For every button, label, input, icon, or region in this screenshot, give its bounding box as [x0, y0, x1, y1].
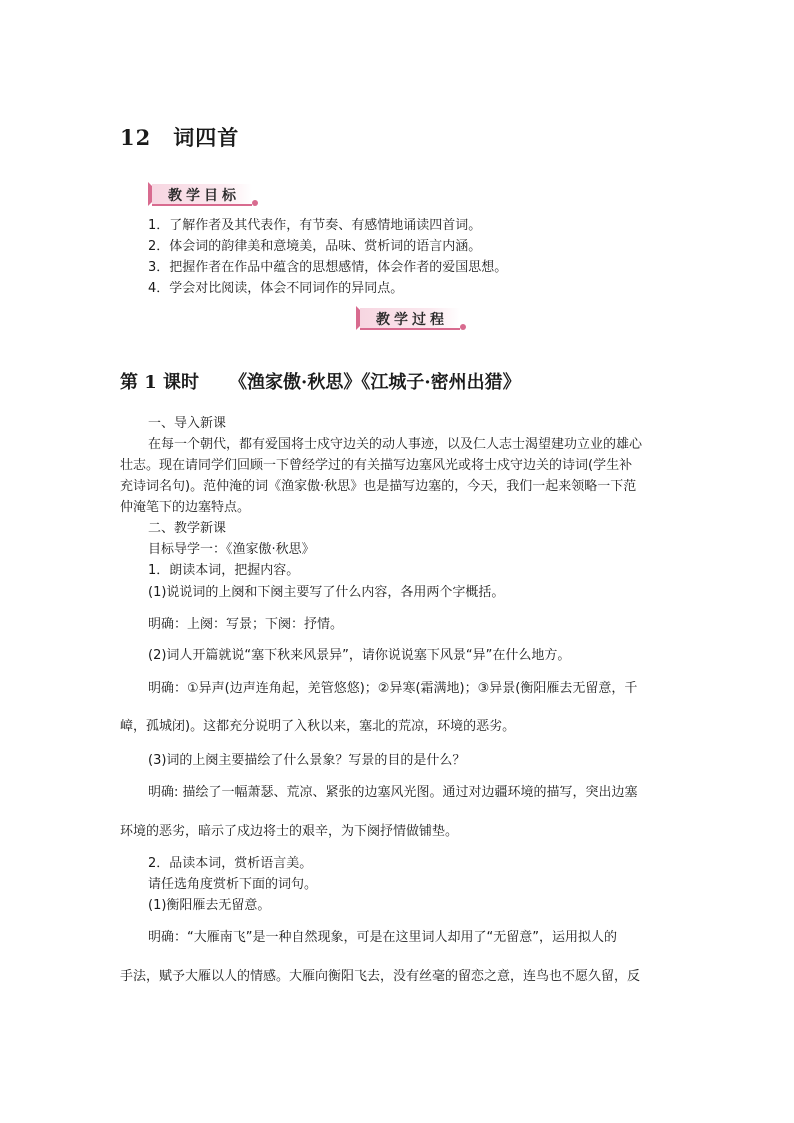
banner-label: 教学过程: [376, 312, 448, 328]
banner-teaching-goals: [148, 182, 260, 206]
goal-item: 2．体会词的韵律美和意境美，品味、赏析词的语言内涵。: [148, 239, 482, 254]
lesson-heading: [120, 368, 521, 394]
chapter-name: 词四首: [173, 125, 240, 150]
goal-item: 3．把握作者在作品中蕴含的思想感情，体会作者的爱国思想。: [148, 260, 508, 275]
banner-dot-icon: [252, 200, 258, 206]
lesson-period: 第 1 课时: [120, 372, 200, 393]
answer-line: 明确：上阕：写景；下阕：抒情。: [148, 617, 344, 632]
answer-line: 明确: 描绘了一幅萧瑟、荒凉、紧张的边塞风光图。通过对边疆环境的描写，突出边塞: [148, 785, 638, 800]
chapter-number: 12: [120, 125, 152, 150]
instruction-line: 请任选角度赏析下面的词句。: [148, 877, 318, 892]
question-heading: 1．朗读本词，把握内容。: [148, 563, 300, 578]
paragraph-line: 壮志。现在请同学们回顾一下曾经学过的有关描写边塞风光或将士戍守边关的诗词(学生补: [120, 458, 633, 473]
banner-label: 教学目标: [168, 188, 240, 204]
section-heading: 一、导入新课: [148, 416, 227, 431]
answer-line: 手法，赋予大雁以人的情感。大雁向衡阳飞去，没有丝毫的留恋之意，连鸟也不愿久留，反: [120, 969, 641, 984]
answer-line: 明确：①异声(边声连角起，羌管悠悠)；②异寒(霜满地)；③异景(衡阳雁去无留意，千: [148, 681, 638, 696]
lesson-works: 《渔家傲·秋思》《江城子·密州出猎》: [229, 372, 521, 393]
answer-line: 嶂，孤城闭)。这都充分说明了入秋以来，塞北的荒凉，环境的恶劣。: [120, 719, 516, 734]
subsection-heading: 目标导学一：《渔家傲·秋思》: [148, 542, 315, 557]
banner-dot-icon: [460, 324, 466, 330]
question-line: (1)说说词的上阕和下阕主要写了什么内容，各用两个字概括。: [148, 585, 505, 600]
question-line: (3)词的上阕主要描绘了什么景象？写景的目的是什么？: [148, 753, 466, 768]
question-line: (1)衡阳雁去无留意。: [148, 898, 271, 913]
paragraph-line: 仲淹笔下的边塞特点。: [120, 500, 251, 515]
paragraph-line: 充诗词名句)。范仲淹的词《渔家傲·秋思》也是描写边塞的，今天，我们一起来领略一下范: [120, 479, 637, 494]
chapter-title: [120, 122, 239, 152]
goal-item: 4．学会对比阅读，体会不同词作的异同点。: [148, 281, 404, 296]
question-heading: 2．品读本词，赏析语言美。: [148, 856, 313, 871]
question-line: (2)词人开篇就说“塞下秋来风景异”，请你说说塞下风景“异”在什么地方。: [148, 648, 571, 663]
paragraph-line: 在每一个朝代，都有爱国将士戍守边关的动人事迹，以及仁人志士渴望建功立业的雄心: [148, 437, 643, 452]
section-heading: 二、教学新课: [148, 521, 227, 536]
answer-line: 环境的恶劣，暗示了戍边将士的艰辛，为下阕抒情做铺垫。: [120, 824, 459, 839]
goal-item: 1．了解作者及其代表作，有节奏、有感情地诵读四首词。: [148, 218, 482, 233]
answer-line: 明确：“大雁南飞”是一种自然现象，可是在这里词人却用了“无留意”，运用拟人的: [148, 930, 617, 945]
banner-teaching-process: [356, 306, 468, 330]
